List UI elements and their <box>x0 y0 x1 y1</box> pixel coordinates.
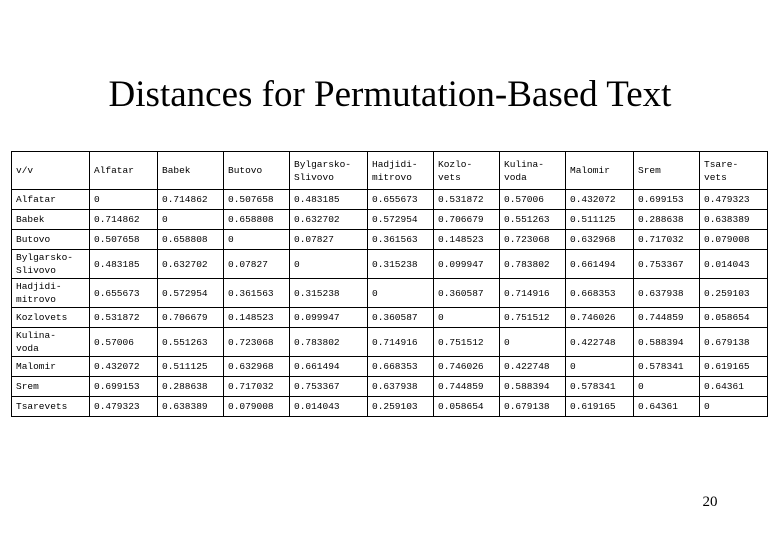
table-row <box>12 328 768 357</box>
column-header: Malomir <box>566 152 634 190</box>
distance-cell: 0.746026 <box>566 308 634 328</box>
distance-cell: 0.632968 <box>566 230 634 250</box>
distance-cell: 0 <box>368 279 434 308</box>
distance-cell: 0.360587 <box>368 308 434 328</box>
distance-cell: 0.783802 <box>290 328 368 357</box>
table-row <box>12 279 768 308</box>
distance-cell: 0 <box>434 308 500 328</box>
distance-cell: 0.637938 <box>634 279 700 308</box>
distance-cell: 0.64361 <box>634 397 700 417</box>
distance-cell: 0 <box>224 230 290 250</box>
table-row <box>12 397 768 417</box>
distance-cell: 0.099947 <box>434 250 500 279</box>
distance-cell: 0.714862 <box>158 190 224 210</box>
distance-cell: 0 <box>566 357 634 377</box>
distance-cell: 0.099947 <box>290 308 368 328</box>
column-header: Hadjidi- mitrovo <box>368 152 434 190</box>
distance-cell: 0.531872 <box>90 308 158 328</box>
distance-cell: 0.07827 <box>290 230 368 250</box>
distance-cell: 0.551263 <box>500 210 566 230</box>
table-row <box>12 230 768 250</box>
distance-cell: 0.432072 <box>566 190 634 210</box>
distance-cell: 0.638389 <box>158 397 224 417</box>
distance-cell: 0.717032 <box>634 230 700 250</box>
distance-cell: 0.058654 <box>700 308 768 328</box>
distance-cell: 0 <box>500 328 566 357</box>
distance-cell: 0.551263 <box>158 328 224 357</box>
column-header: Kulina- voda <box>500 152 566 190</box>
row-label: Bylgarsko- Slivovo <box>12 250 90 279</box>
distance-cell: 0.746026 <box>434 357 500 377</box>
row-label: Srem <box>12 377 90 397</box>
distance-cell: 0.706679 <box>434 210 500 230</box>
table-row <box>12 190 768 210</box>
slide-title: Distances for Permutation-Based Text <box>108 74 672 115</box>
distance-cell: 0.753367 <box>290 377 368 397</box>
distance-cell: 0.668353 <box>368 357 434 377</box>
distance-cell: 0.479323 <box>700 190 768 210</box>
distance-cell: 0.483185 <box>90 250 158 279</box>
distance-cell: 0.619165 <box>566 397 634 417</box>
distance-cell: 0.655673 <box>368 190 434 210</box>
distance-table <box>11 151 768 417</box>
distance-cell: 0.507658 <box>224 190 290 210</box>
distance-cell: 0.699153 <box>634 190 700 210</box>
distance-cell: 0.57006 <box>90 328 158 357</box>
distance-cell: 0.706679 <box>158 308 224 328</box>
column-header: Butovo <box>224 152 290 190</box>
row-label: Tsarevets <box>12 397 90 417</box>
distance-cell: 0.588394 <box>634 328 700 357</box>
distance-cell: 0.014043 <box>700 250 768 279</box>
distance-cell: 0.588394 <box>500 377 566 397</box>
distance-cell: 0.079008 <box>700 230 768 250</box>
distance-cell: 0.714916 <box>368 328 434 357</box>
distance-cell: 0.361563 <box>368 230 434 250</box>
distance-cell: 0.511125 <box>566 210 634 230</box>
corner-cell: v/v <box>12 152 90 190</box>
distance-cell: 0.531872 <box>434 190 500 210</box>
distance-cell: 0.479323 <box>90 397 158 417</box>
column-header: Tsare- vets <box>700 152 768 190</box>
distance-cell: 0.422748 <box>566 328 634 357</box>
distance-cell: 0 <box>634 377 700 397</box>
distance-cell: 0.714862 <box>90 210 158 230</box>
distance-cell: 0.288638 <box>158 377 224 397</box>
column-header: Alfatar <box>90 152 158 190</box>
row-label: Babek <box>12 210 90 230</box>
distance-cell: 0.679138 <box>500 397 566 417</box>
distance-cell: 0.632702 <box>158 250 224 279</box>
distance-cell: 0.572954 <box>368 210 434 230</box>
distance-cell: 0.315238 <box>368 250 434 279</box>
distance-cell: 0.717032 <box>224 377 290 397</box>
distance-cell: 0.259103 <box>700 279 768 308</box>
distance-cell: 0.432072 <box>90 357 158 377</box>
distance-cell: 0.360587 <box>434 279 500 308</box>
distance-cell: 0.744859 <box>634 308 700 328</box>
table-row <box>12 308 768 328</box>
distance-cell: 0.632968 <box>224 357 290 377</box>
distance-cell: 0.679138 <box>700 328 768 357</box>
table-row <box>12 357 768 377</box>
distance-cell: 0.148523 <box>434 230 500 250</box>
table-body <box>12 152 768 417</box>
page-number: 20 <box>702 494 718 510</box>
distance-cell: 0.422748 <box>500 357 566 377</box>
distance-cell: 0.079008 <box>224 397 290 417</box>
column-header: Srem <box>634 152 700 190</box>
header-row <box>12 152 768 190</box>
distance-cell: 0.259103 <box>368 397 434 417</box>
distance-cell: 0.361563 <box>224 279 290 308</box>
distance-cell: 0.714916 <box>500 279 566 308</box>
distance-cell: 0.637938 <box>368 377 434 397</box>
distance-cell: 0.751512 <box>434 328 500 357</box>
distance-cell: 0.638389 <box>700 210 768 230</box>
distance-cell: 0.668353 <box>566 279 634 308</box>
distance-cell: 0.507658 <box>90 230 158 250</box>
distance-cell: 0.572954 <box>158 279 224 308</box>
distance-cell: 0.315238 <box>290 279 368 308</box>
distance-cell: 0.64361 <box>700 377 768 397</box>
distance-cell: 0.661494 <box>566 250 634 279</box>
distance-cell: 0.658808 <box>224 210 290 230</box>
row-label: Kulina- voda <box>12 328 90 357</box>
row-label: Kozlovets <box>12 308 90 328</box>
table-row <box>12 377 768 397</box>
distance-cell: 0.632702 <box>290 210 368 230</box>
distance-cell: 0 <box>700 397 768 417</box>
distance-cell: 0.723068 <box>224 328 290 357</box>
table-row <box>12 210 768 230</box>
distance-cell: 0.57006 <box>500 190 566 210</box>
distance-cell: 0.753367 <box>634 250 700 279</box>
column-header: Kozlo- vets <box>434 152 500 190</box>
distance-cell: 0 <box>158 210 224 230</box>
distance-cell: 0.014043 <box>290 397 368 417</box>
distance-cell: 0.699153 <box>90 377 158 397</box>
distance-cell: 0.783802 <box>500 250 566 279</box>
row-label: Butovo <box>12 230 90 250</box>
distance-cell: 0.578341 <box>566 377 634 397</box>
distance-cell: 0.578341 <box>634 357 700 377</box>
distance-cell: 0.619165 <box>700 357 768 377</box>
column-header: Babek <box>158 152 224 190</box>
distance-cell: 0.658808 <box>158 230 224 250</box>
distance-cell: 0 <box>290 250 368 279</box>
table-row <box>12 250 768 279</box>
distance-cell: 0.751512 <box>500 308 566 328</box>
row-label: Malomir <box>12 357 90 377</box>
distance-cell: 0 <box>90 190 158 210</box>
distance-cell: 0.744859 <box>434 377 500 397</box>
distance-cell: 0.148523 <box>224 308 290 328</box>
distance-cell: 0.483185 <box>290 190 368 210</box>
distance-cell: 0.288638 <box>634 210 700 230</box>
row-label: Alfatar <box>12 190 90 210</box>
distance-cell: 0.07827 <box>224 250 290 279</box>
distance-cell: 0.655673 <box>90 279 158 308</box>
distance-cell: 0.661494 <box>290 357 368 377</box>
distance-cell: 0.723068 <box>500 230 566 250</box>
distance-cell: 0.058654 <box>434 397 500 417</box>
column-header: Bylgarsko- Slivovo <box>290 152 368 190</box>
row-label: Hadjidi- mitrovo <box>12 279 90 308</box>
distance-cell: 0.511125 <box>158 357 224 377</box>
